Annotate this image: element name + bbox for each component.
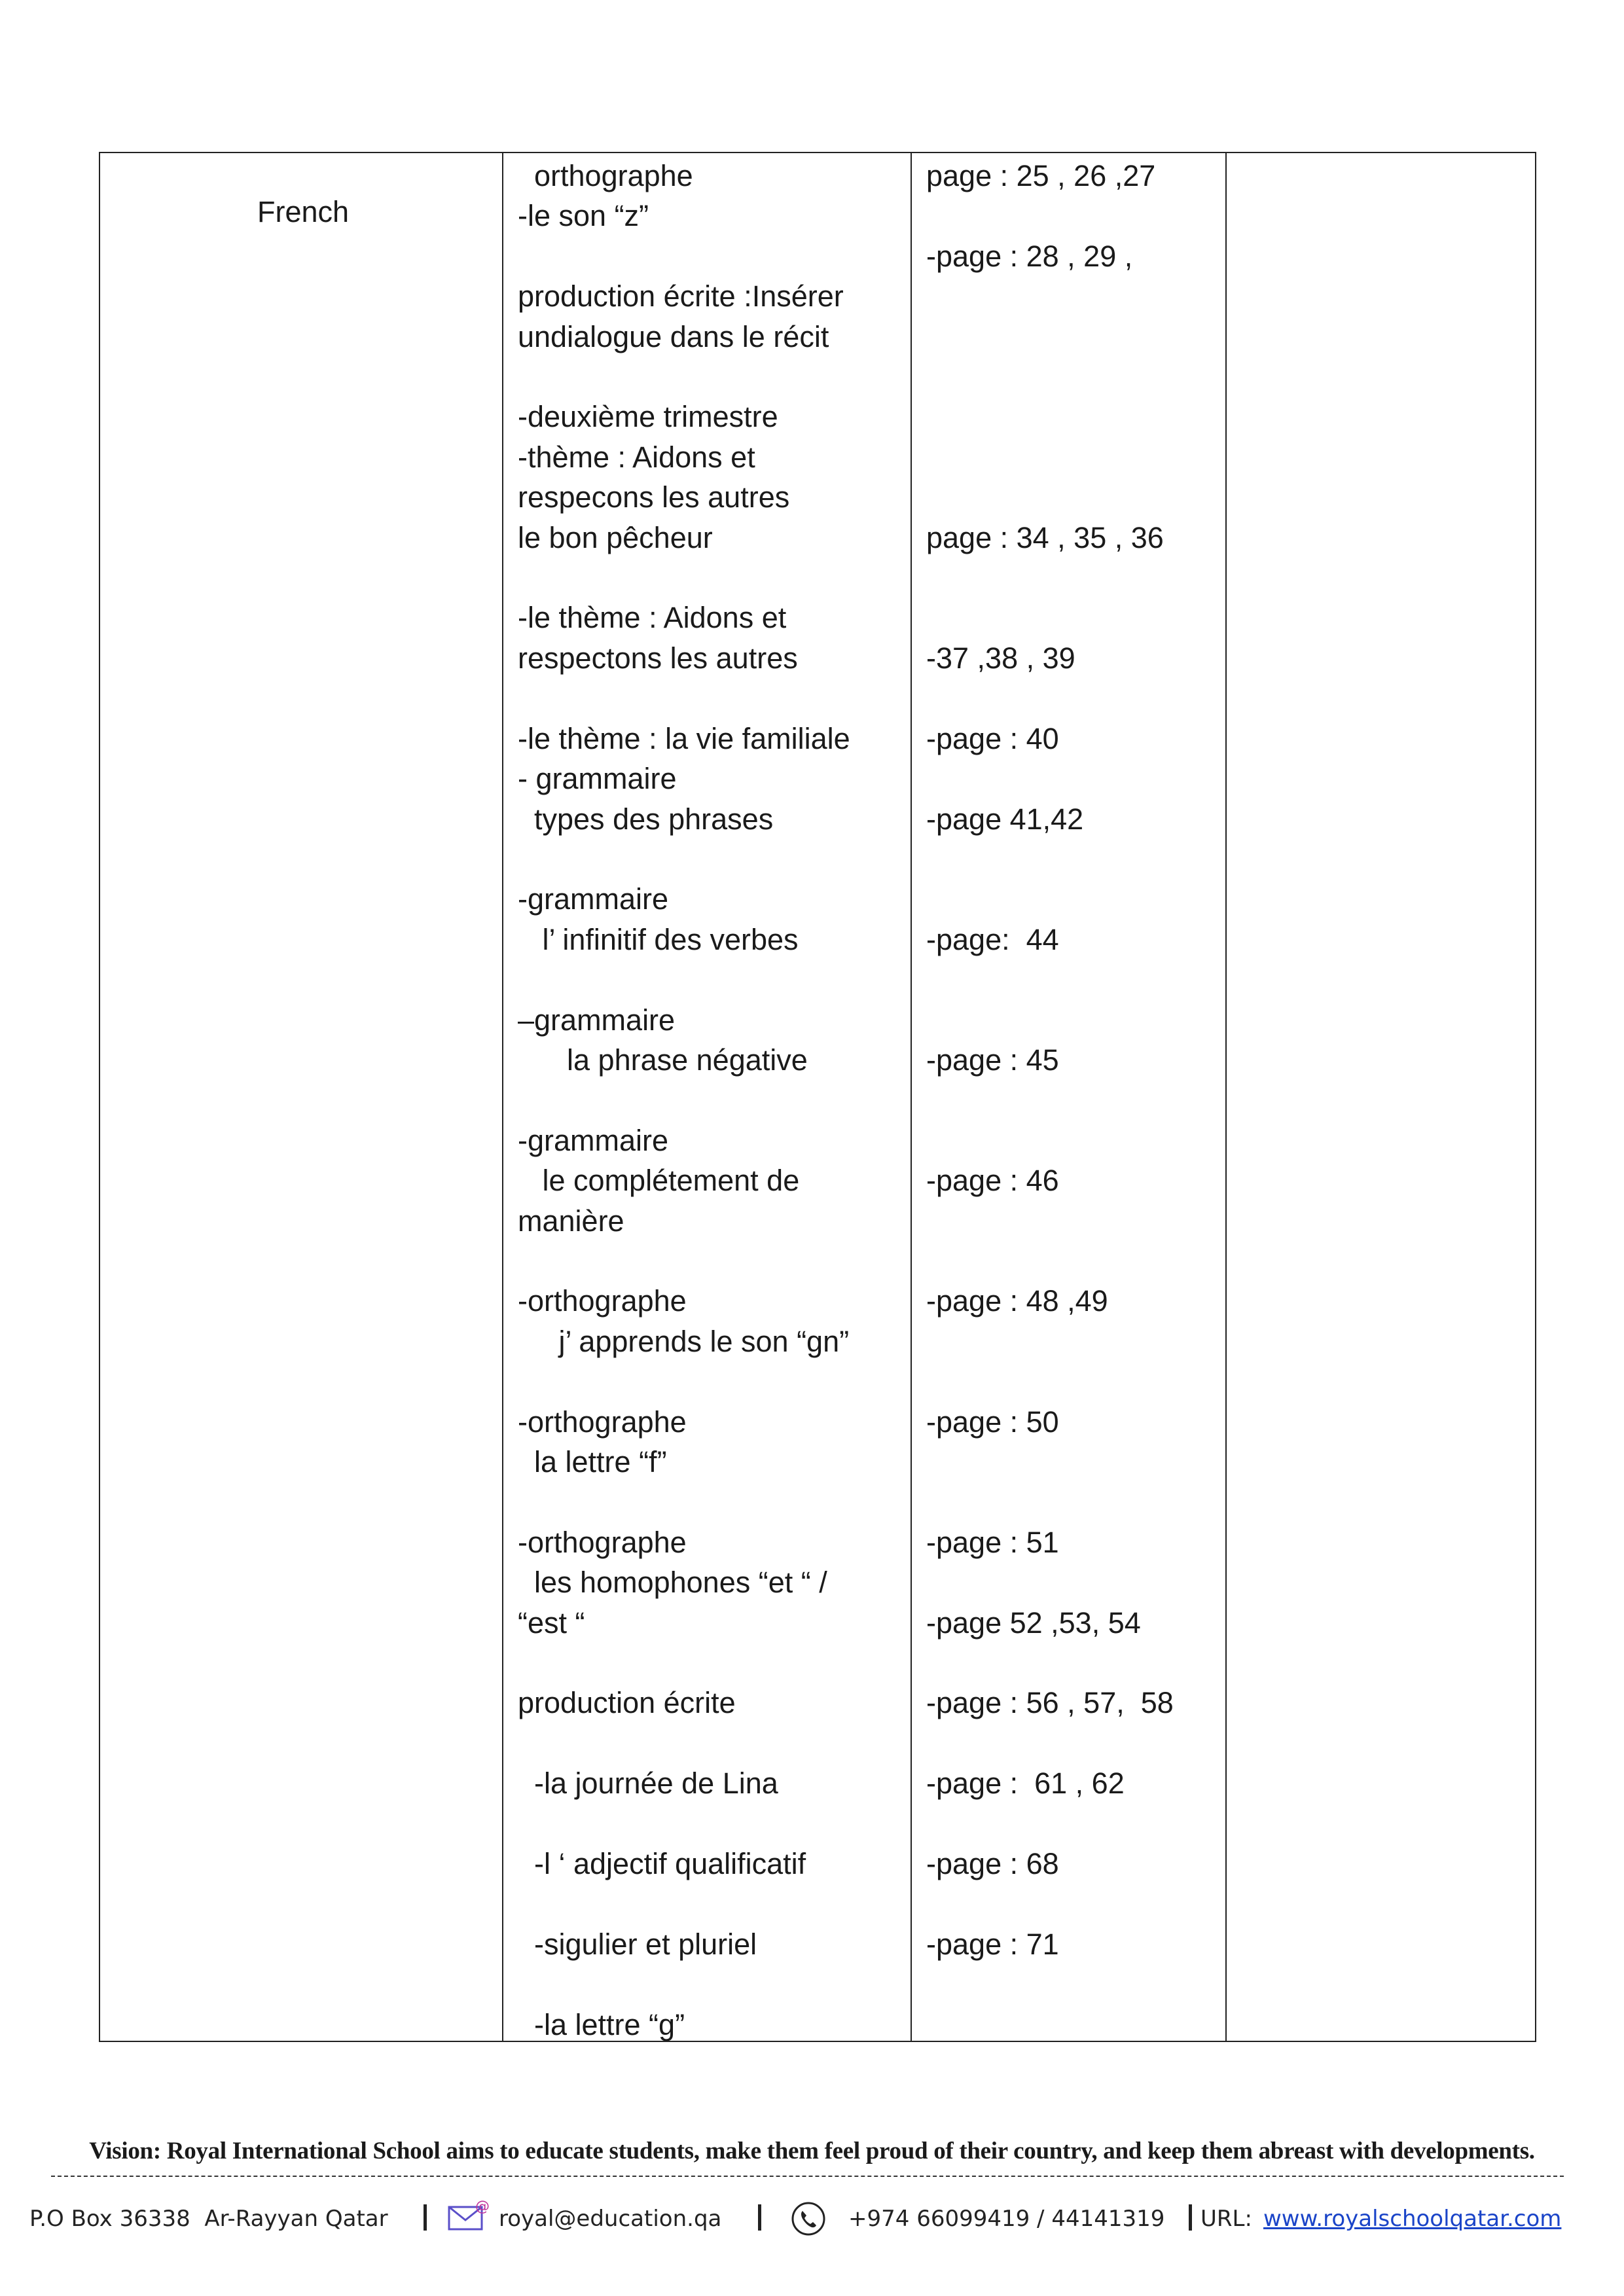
vision-statement: Vision: Royal International School aims to educate students, make them feel proud of their country, and keep them abreast with developments. [89, 2138, 1535, 2164]
pages-cell: page : 25 , 26 ,27 -page : 28 , 29 , page : 34 , 35 , 36 -37 ,38 , 39 -page : 40 -page 41,42 -page: 44 -page : 45 -page : 46 -page : 48 ,49 -page : 50 -page : 51 -page 52 ,53, 54 -page : 56 , 57, 58 -page : 61 , 62 -page : 68 -page : 71 [926, 159, 1174, 1961]
separator [1189, 2204, 1192, 2231]
email-icon [446, 2198, 494, 2234]
phone-text: +974 66099419 / 44141319 [848, 2206, 1165, 2232]
curriculum-table [99, 152, 1536, 2042]
url-label: URL: [1200, 2206, 1252, 2232]
column-divider [502, 153, 503, 2041]
svg-text:@: @ [475, 2198, 490, 2215]
separator [758, 2204, 761, 2231]
column-divider [911, 153, 912, 2041]
website-link[interactable]: www.royalschoolqatar.com [1263, 2206, 1562, 2232]
email-text[interactable]: royal@education.qa [499, 2206, 722, 2232]
topics-cell: orthographe -le son “z” production écrite :Insérer undialogue dans le récit -deuxième trimestre -thème : Aidons et respecons les autres le bon pêcheur -le thème : Aidons et respectons les autres -le thème : la vie familiale - grammaire types des phrases -grammaire l’ infinitif des verbes –grammaire la phrase négative -grammaire le complétement de manière -orthographe j’ apprends le son “gn” -orthographe la lettre “f” -orthographe les homophones “et “ / “est “ production écrite -la journée de Lina -l ‘ adjectif qualificatif -sigulier et pluriel -la lettre “g” [518, 159, 850, 2041]
address-text: P.O Box 36338 Ar-Rayyan Qatar [29, 2206, 388, 2232]
footer-divider [51, 2176, 1564, 2177]
phone-icon [790, 2200, 827, 2237]
separator [424, 2204, 427, 2231]
column-divider [1225, 153, 1227, 2041]
contact-bar [0, 2198, 1624, 2237]
subject-cell: French [257, 195, 350, 228]
